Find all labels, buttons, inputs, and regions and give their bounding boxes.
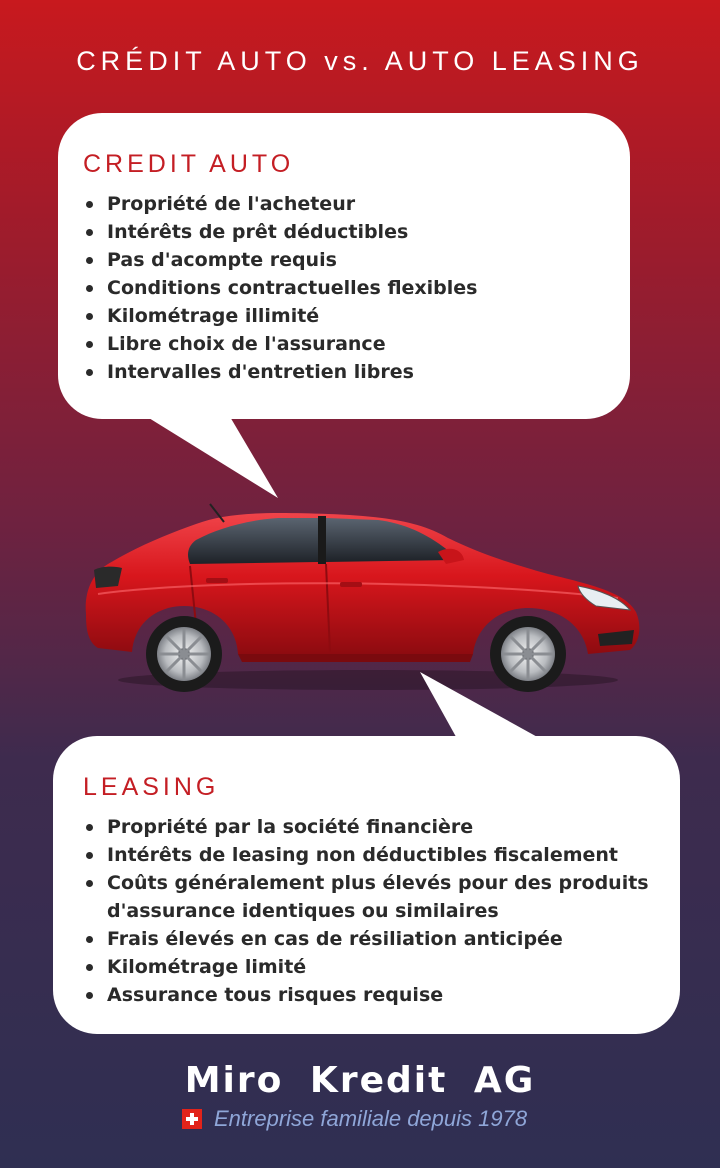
bullet-icon bbox=[86, 313, 93, 320]
list-item: Kilométrage limité bbox=[83, 953, 650, 981]
list-item: Propriété par la société financière bbox=[83, 813, 650, 841]
list-item: Kilométrage illimité bbox=[83, 302, 602, 330]
bullet-icon bbox=[86, 201, 93, 208]
list-item: Intérêts de leasing non déductibles fiscalement bbox=[83, 841, 650, 869]
tagline-row bbox=[182, 1104, 527, 1134]
swiss-flag-icon bbox=[182, 1109, 202, 1129]
leasing-bubble bbox=[53, 736, 680, 1034]
credit-auto-bubble bbox=[58, 113, 630, 419]
speech-bubble-tail-bottom bbox=[420, 672, 560, 744]
list-item: Propriété de l'acheteur bbox=[83, 190, 602, 218]
list-item: Intérêts de prêt déductibles bbox=[83, 218, 602, 246]
bullet-icon bbox=[86, 852, 93, 859]
bullet-icon bbox=[86, 257, 93, 264]
list-item: Frais élevés en cas de résiliation anticipée bbox=[83, 925, 650, 953]
leasing-heading: LEASING bbox=[83, 773, 220, 801]
list-item: Assurance tous risques requise bbox=[83, 981, 650, 1009]
company-tagline: Entreprise familiale depuis 1978 bbox=[214, 1106, 528, 1131]
bullet-icon bbox=[86, 229, 93, 236]
bullet-icon bbox=[86, 936, 93, 943]
bullet-icon bbox=[86, 964, 93, 971]
list-item: Conditions contractuelles flexibles bbox=[83, 274, 602, 302]
bullet-icon bbox=[86, 824, 93, 831]
list-item: Libre choix de l'assurance bbox=[83, 330, 602, 358]
bullet-icon bbox=[86, 992, 93, 999]
company-logo: Miro Kredit AG bbox=[184, 1060, 536, 1101]
list-item: Pas d'acompte requis bbox=[83, 246, 602, 274]
red-sedan-image bbox=[78, 494, 644, 694]
speech-bubble-tail-top bbox=[136, 410, 286, 502]
list-item: Coûts généralement plus élevés pour des produits d'assurance identiques ou similaires bbox=[83, 869, 650, 925]
bullet-icon bbox=[86, 341, 93, 348]
bullet-icon bbox=[86, 369, 93, 376]
leasing-list bbox=[83, 813, 650, 1009]
bullet-icon bbox=[86, 880, 93, 887]
credit-auto-heading: CREDIT AUTO bbox=[83, 150, 295, 178]
list-item: Intervalles d'entretien libres bbox=[83, 358, 602, 386]
bullet-icon bbox=[86, 285, 93, 292]
credit-auto-list bbox=[83, 190, 602, 386]
page-title: CRÉDIT AUTO vs. AUTO LEASING bbox=[76, 46, 644, 76]
